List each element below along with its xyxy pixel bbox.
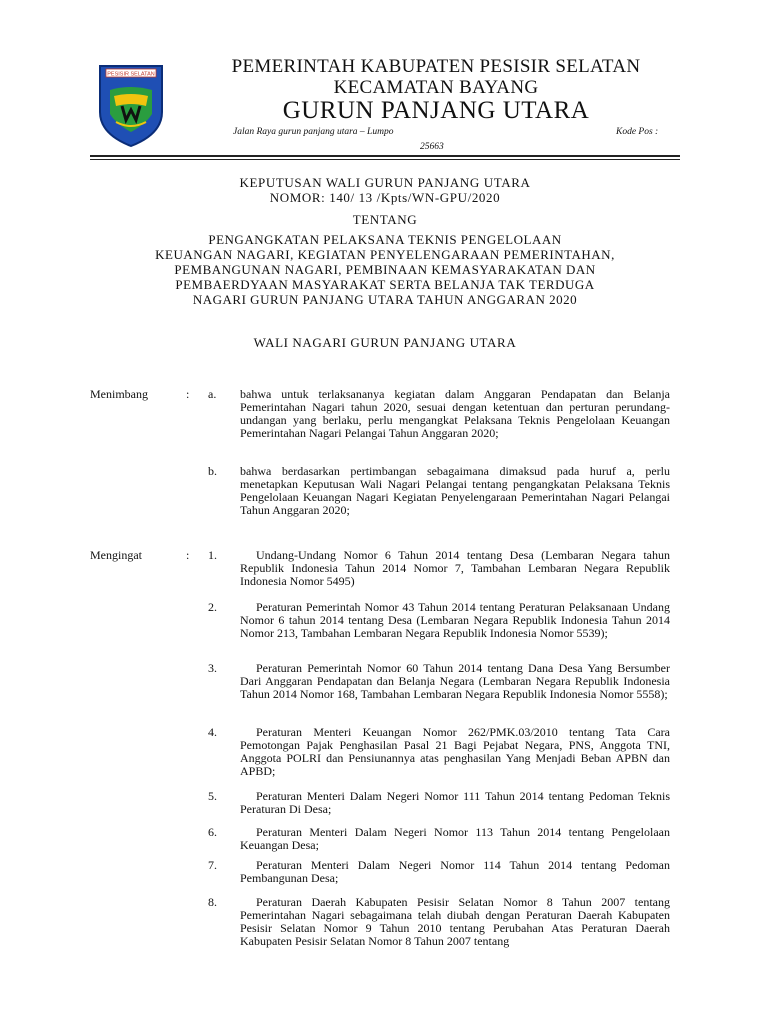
subject-line: KEUANGAN NAGARI, KEGIATAN PENYELENGARAAN PEMERINTAHAN, <box>155 247 615 262</box>
letterhead-rule <box>90 155 680 157</box>
mengingat-item: Peraturan Menteri Keuangan Nomor 262/PMK.03/2010 tentang Tata Cara Pemotongan Pajak Penghasilan Pasal 21 Bagi Pejabat Negara, PNS, Anggota TNI, Anggota POLRI dan Pensiunannya atas penghasilan Yang Menjadi Beban APBN dan APBD; <box>240 725 670 778</box>
government-name: PEMERINTAH KABUPATEN PESISIR SELATAN <box>231 56 641 77</box>
menimbang-colon: : <box>186 387 190 401</box>
nagari-name: GURUN PANJANG UTARA <box>282 97 590 124</box>
mengingat-marker: 8. <box>208 895 217 909</box>
mengingat-marker: 5. <box>208 789 217 803</box>
mengingat-marker: 6. <box>208 825 217 839</box>
regency-emblem <box>96 62 166 148</box>
subject-line: NAGARI GURUN PANJANG UTARA TAHUN ANGGARAN 2020 <box>192 292 578 307</box>
letterhead-rule-thin <box>90 159 680 160</box>
menimbang-item: bahwa untuk terlaksananya kegiatan dalam Anggaran Pendapatan dan Belanja Pemerintahan Nagari tahun 2020, sesuai dengan ketentuan dan perturan perundang-undangan yang berlaku, perlu mengangkat Pelaksana Teknis Pengelolaan Keuangan Pemerintahan Nagari Pelangai Tahun Anggaran 2020; <box>240 387 670 440</box>
mengingat-colon: : <box>186 548 190 562</box>
mengingat-item: Peraturan Menteri Dalam Negeri Nomor 111 Tahun 2014 tentang Pedoman Teknis Peraturan Di Desa; <box>240 789 670 816</box>
mengingat-item: Peraturan Pemerintah Nomor 43 Tahun 2014 tentang Peraturan Pelaksanaan Undang Nomor 6 tahun 2014 tentang Desa (Lembaran Negara Republik Indonesia Tahun 2014 Nomor 213, Tambahan Lembaran Negara Republik Indonesia Nomor 5539); <box>240 600 670 640</box>
subject-line: PEMBAERDYAAN MASYARAKAT SERTA BELANJA TAK TERDUGA <box>175 277 595 292</box>
menimbang-label: Menimbang <box>90 387 148 401</box>
mengingat-label: Mengingat <box>90 548 142 562</box>
mengingat-marker: 2. <box>208 600 217 614</box>
menimbang-marker: b. <box>208 464 217 478</box>
mengingat-marker: 7. <box>208 858 217 872</box>
decree-subject <box>110 232 660 307</box>
mengingat-item: Undang-Undang Nomor 6 Tahun 2014 tentang Desa (Lembaran Negara tahun Republik Indonesia Tahun 2014 Nomor 7, Tambahan Lembaran Negara Republik Indonesia Nomor 5495) <box>240 548 670 588</box>
office-address: Jalan Raya gurun panjang utara – Lumpo <box>233 127 394 137</box>
decree-number: NOMOR: 140/ 13 /Kpts/WN-GPU/2020 <box>269 190 501 205</box>
emblem-text: PESISIR SELATAN <box>107 71 155 78</box>
decree-authority: WALI NAGARI GURUN PANJANG UTARA <box>253 335 517 350</box>
district-name: KECAMATAN BAYANG <box>333 77 539 98</box>
mengingat-item: Peraturan Pemerintah Nomor 60 Tahun 2014 tentang Dana Desa Yang Bersumber Dari Anggaran Pendapatan dan Belanja Negara (Lembaran Negara Republik Indonesia Tahun 2014 Nomor 168, Tambahan Lembaran Negara Republik Indonesia Nomor 5558); <box>240 661 670 701</box>
mengingat-marker: 3. <box>208 661 217 675</box>
mengingat-item: Peraturan Menteri Dalam Negeri Nomor 113 Tahun 2014 tentang Pengelolaan Keuangan Desa; <box>240 825 670 852</box>
mengingat-item: Peraturan Daerah Kabupaten Pesisir Selatan Nomor 8 Tahun 2007 tentang Pemerintahan Nagari sebagaimana telah diubah dengan Peraturan Daerah Kabupaten Pesisir Selatan Nomor 9 Tahun 2010 tentang Perubahan Atas Peraturan Daerah Kabupaten Pesisir Selatan Nomor 8 Tahun 2007 tentang <box>240 895 670 948</box>
postcode-value: 25663 <box>420 142 444 152</box>
decree-title: KEPUTUSAN WALI GURUN PANJANG UTARA <box>239 175 531 190</box>
mengingat-marker: 1. <box>208 548 217 562</box>
subject-line: PENGANGKATAN PELAKSANA TEKNIS PENGELOLAAN <box>208 232 562 247</box>
mengingat-marker: 4. <box>208 725 217 739</box>
mengingat-item: Peraturan Menteri Dalam Negeri Nomor 114 Tahun 2014 tentang Pedoman Pembangunan Desa; <box>240 858 670 885</box>
postcode-label: Kode Pos : <box>616 127 659 137</box>
subject-line: PEMBANGUNAN NAGARI, PEMBINAAN KEMASYARAKATAN DAN <box>174 262 596 277</box>
menimbang-item: bahwa berdasarkan pertimbangan sebagaimana dimaksud pada huruf a, perlu menetapkan Keputusan Wali Nagari Pelangai tentang pengangkatan Pelaksana Teknis Pengelolaan Keuangan Nagari Kegiatan Penyelengaraan Pemerintahan Nagari Pelangai Tahun Anggaran 2020; <box>240 464 670 517</box>
decree-about: TENTANG <box>352 212 418 227</box>
menimbang-marker: a. <box>208 387 217 401</box>
